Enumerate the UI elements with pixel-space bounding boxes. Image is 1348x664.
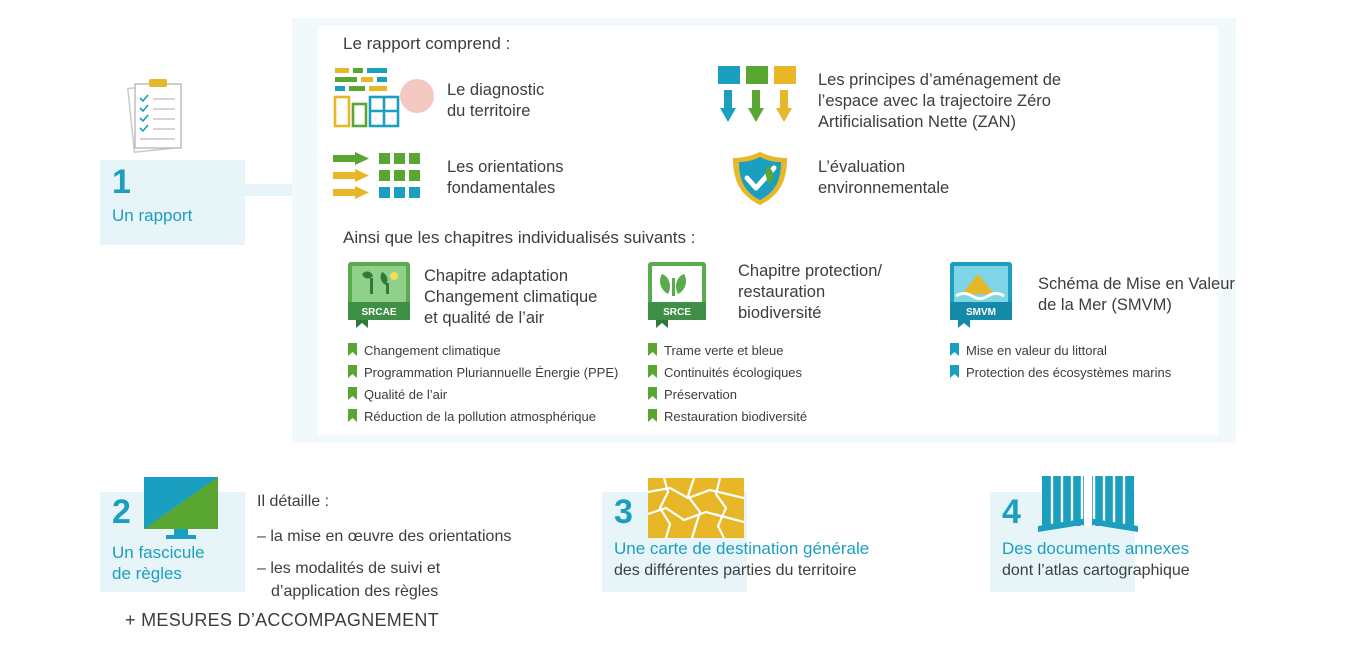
feature-orientations-text (447, 157, 564, 199)
smvm-document-icon (950, 262, 1012, 333)
srce-document-icon (648, 262, 706, 333)
list-item (950, 362, 1210, 384)
clipboard-icon (125, 78, 187, 156)
flag-icon (648, 343, 657, 356)
list-item (950, 340, 1210, 362)
step-1-label: Un rapport (112, 206, 193, 225)
step-2-detail-item-3: d’application des règles (271, 583, 439, 600)
list-item-label: Réduction de la pollution atmosphérique (364, 409, 596, 424)
flag-icon (348, 387, 357, 400)
feature-zan-line1: Les principes d’aménagement de (818, 71, 1062, 89)
list-item (348, 362, 648, 384)
step-2-label-line2: de règles (112, 564, 182, 583)
step-4-sub: dont l’atlas cartographique (1002, 562, 1190, 579)
feature-diagnostic-text (447, 80, 544, 122)
flag-icon (648, 365, 657, 378)
feature-zan-text (818, 70, 1061, 133)
srce-badge-text: SRCE (663, 307, 691, 318)
chapter-smvm-title-line2: de la Mer (SMVM) (1038, 296, 1172, 314)
step-2-detail-item-1: – la mise en œuvre des orientations (257, 528, 512, 545)
step-4-label: Des documents annexes (1002, 539, 1190, 558)
list-item (348, 406, 648, 428)
list-item-label: Protection des écosystèmes marins (966, 365, 1172, 380)
list-item-label: Changement climatique (364, 343, 501, 358)
chapter-srce-title (738, 261, 938, 324)
chapter-srcae-list (348, 340, 648, 428)
list-item-label: Programmation Pluriannuelle Énergie (PPE) (364, 365, 619, 380)
chapter-smvm-list (950, 340, 1210, 384)
feature-evaluation-text (818, 157, 949, 199)
bar-chart-icon (333, 66, 437, 133)
feature-evaluation-line1: L’évaluation (818, 158, 906, 176)
step-2-detail-heading: Il détaille : (257, 493, 330, 510)
chapter-srcae-title (424, 266, 634, 329)
feature-evaluation-line2: environnementale (818, 179, 950, 197)
chapter-srce-list (648, 340, 918, 428)
flag-icon (950, 343, 959, 356)
open-book-icon (1038, 474, 1138, 543)
srcae-document-icon (348, 262, 410, 333)
chapter-srce-title-line2: restauration (738, 283, 826, 301)
list-item-label: Préservation (664, 387, 737, 402)
feature-orientations-line1: Les orientations (447, 158, 564, 176)
flag-icon (348, 409, 357, 422)
step-4-number: 4 (1002, 493, 1021, 531)
book-rules-icon (144, 475, 222, 544)
right-arrows-icon (333, 152, 429, 207)
feature-zan-line2: l’espace avec la trajectoire Zéro (818, 92, 1051, 110)
panel-heading-chapters: Ainsi que les chapitres individualisés suivants : (343, 228, 696, 247)
step-2-number: 2 (112, 493, 131, 531)
chapter-srcae-title-line2: Changement climatique (424, 288, 598, 306)
chapter-smvm-title-line1: Schéma de Mise en Valeur (1038, 275, 1235, 293)
connector-bar (245, 184, 298, 196)
panel-heading-top: Le rapport comprend : (343, 34, 511, 53)
step-3-sub: des différentes parties du territoire (614, 562, 857, 579)
flag-icon (648, 387, 657, 400)
list-item-label: Restauration biodiversité (664, 409, 808, 424)
feature-zan-line3: Artificialisation Nette (ZAN) (818, 113, 1017, 131)
step-3-number: 3 (614, 493, 633, 531)
flag-icon (348, 365, 357, 378)
feature-diagnostic-line1: Le diagnostic (447, 81, 545, 99)
list-item (648, 384, 918, 406)
step-2-label-line1: Un fascicule (112, 543, 205, 562)
chapter-srcae-title-line3: et qualité de l’air (424, 309, 545, 327)
list-item-label: Trame verte et bleue (664, 343, 784, 358)
chapter-srce-title-line3: biodiversité (738, 304, 822, 322)
map-icon (648, 478, 744, 543)
chapter-smvm-title (1038, 274, 1268, 316)
list-item-label: Continuités écologiques (664, 365, 803, 380)
step-1-block (100, 160, 245, 245)
step-3-label: Une carte de destination générale (614, 539, 870, 558)
flag-icon (950, 365, 959, 378)
step-2-detail-item-2: – les modalités de suivi et (257, 560, 441, 577)
srcae-badge-text: SRCAE (361, 307, 397, 318)
list-item-label: Qualité de l’air (364, 387, 448, 402)
chapter-srcae-title-line1: Chapitre adaptation (424, 267, 569, 285)
feature-diagnostic-line2: du territoire (447, 102, 531, 120)
flag-icon (648, 409, 657, 422)
step-1-number: 1 (112, 163, 131, 201)
flag-icon (348, 343, 357, 356)
list-item (348, 340, 648, 362)
step-2-details (257, 490, 557, 603)
down-arrows-icon (718, 66, 802, 133)
list-item (648, 406, 918, 428)
list-item-label: Mise en valeur du littoral (966, 343, 1107, 358)
measures-footer: + MESURES D’ACCOMPAGNEMENT (125, 610, 440, 630)
list-item (648, 362, 918, 384)
list-item (348, 384, 648, 406)
list-item (648, 340, 918, 362)
chapter-srce-title-line1: Chapitre protection/ (738, 262, 882, 280)
feature-orientations-line2: fondamentales (447, 179, 556, 197)
smvm-badge-text: SMVM (966, 307, 996, 318)
shield-leaf-icon (727, 150, 793, 213)
